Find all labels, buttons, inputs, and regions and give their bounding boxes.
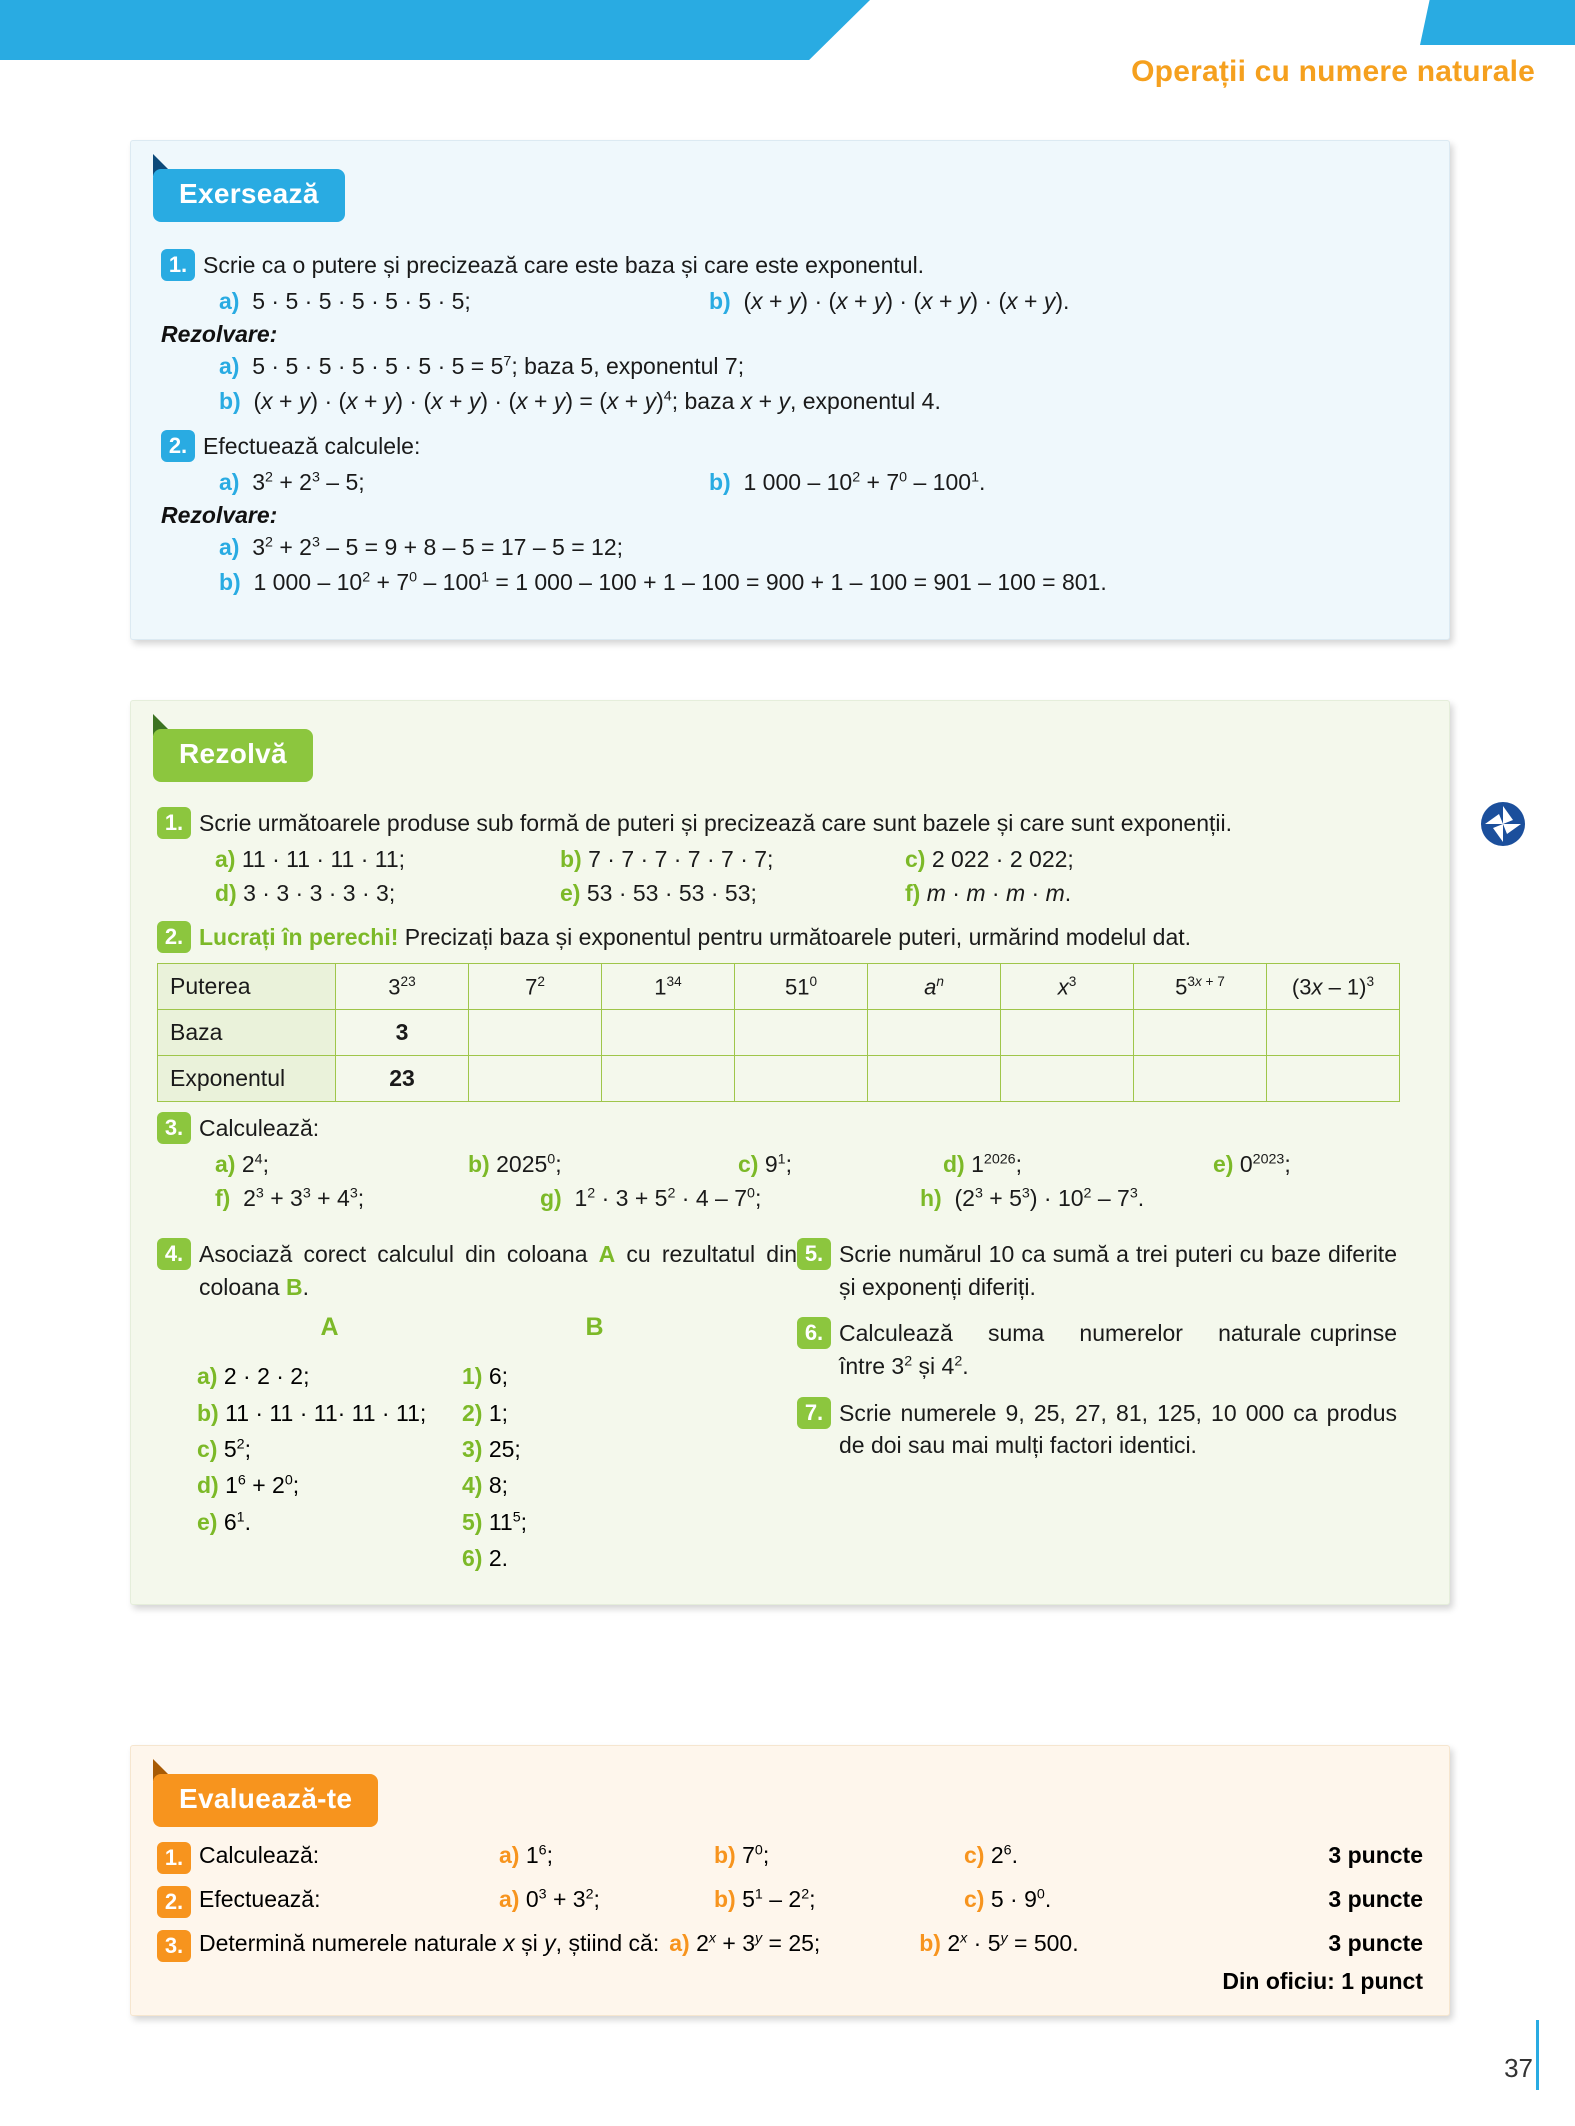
exercise-prompt: Scrie numerele 9, 25, 27, 81, 125, 10 000 ca produs de doi sau mai mulți factori identici. [839,1399,1397,1459]
exercise-number: 1. [161,249,195,281]
table-cell-input[interactable] [1134,1010,1267,1056]
tab-rezolva: Rezolvă [153,729,313,782]
match-text: 1; [488,1399,509,1426]
matching-columns [157,1313,797,1576]
table-cell-input[interactable] [868,1056,1001,1102]
exercise-item [161,249,1419,282]
solution-block [161,530,1419,599]
subitem-text: $2^x + 3^y = 25$; [696,1930,821,1956]
subitem-text: $1^6$; [525,1842,553,1868]
column-b-header: B [585,1313,604,1342]
right-column [797,1238,1397,1576]
exercise-number: 3. [157,1112,191,1144]
exercise-number: 4. [157,1238,191,1270]
table-row [158,1010,1400,1056]
solution-label: b) [219,568,241,595]
match-label[interactable]: 6) [462,1544,483,1571]
solution-text: $5 \cdot 5 \cdot 5 \cdot 5 \cdot 5 \cdot 5 \cdot 5 = 5^7$; baza 5, exponentul 7; [245,353,745,380]
subitem-label: c) [738,1150,759,1177]
solution-label: a) [219,534,240,561]
section-exerseaza [130,140,1450,640]
match-label[interactable]: 2) [462,1399,483,1426]
subitem-label: c) [905,845,926,872]
exercise-prompt [199,921,1423,954]
subitem-label: b) [709,468,731,495]
subitem-label: g) [540,1185,562,1212]
exercise-number: 5. [797,1238,831,1270]
table-cell-input[interactable] [868,1010,1001,1056]
exercise-item [157,807,1423,840]
match-text: $5^2$; [223,1435,251,1462]
subitem-text: 2 022 · 2 022; [931,845,1074,872]
solution-line [219,565,1419,600]
table-cell-input[interactable] [1001,1056,1134,1102]
match-label[interactable]: a) [197,1363,218,1390]
subitem-text: $2^x \cdot 5^y = 500$. [947,1930,1079,1956]
match-label[interactable]: e) [197,1508,218,1535]
match-text: 2 · 2 · 2; [223,1363,310,1390]
match-text: 8; [488,1472,509,1499]
subitem-label: a) [669,1930,690,1956]
column-a [197,1313,462,1576]
subitem-label: b) [714,1842,736,1868]
exercise-subitems [157,1147,1423,1216]
exercise-item [797,1397,1397,1462]
exercise-prompt: Scrie numărul 10 ca sumă a trei puteri cu baze diferite și exponenți diferiți. [839,1240,1397,1300]
subitem-label: f) [215,1185,231,1212]
table-row [158,964,1400,1010]
subitem-label: b) [468,1150,490,1177]
column-b-ref: B [285,1273,303,1300]
subitem-text: 1 $000 - 10^2 + 7^0 - 100^1$. [737,468,986,495]
solution-text: $3^2 + 2^3 - 5 = 9 + 8 - 5 = 17 - 5 = 12$; [245,534,623,561]
row-header: Exponentul [158,1056,336,1102]
points-badge: 3 puncte [1328,1930,1423,1956]
subitem-text: $2^6$. [990,1842,1018,1868]
subitem-label: e) [560,880,581,907]
evaluation-label: Determină numerele naturale x și y, știind că: [199,1930,660,1956]
table-cell-input[interactable]: 3 [336,1010,469,1056]
table-cell: $3^{23}$ [336,964,469,1010]
table-cell-input[interactable] [735,1056,868,1102]
match-text: $6^1$. [223,1508,251,1535]
subitem-text: $9^1$; [764,1150,792,1177]
row-header: Puterea [158,964,336,1010]
solution-block [161,349,1419,418]
aperture-icon [1479,800,1527,848]
match-label[interactable]: 5) [462,1508,483,1535]
subitem-text: 2025$^0$; [496,1150,562,1177]
solution-text: $(x + y) \cdot (x + y) \cdot (x + y) \cdot (x + y) = (x + y)^4$; baza x + y, exponentul 4. [247,387,941,414]
table-cell-input[interactable]: 23 [336,1056,469,1102]
table-cell: $5^{3x + 7}$ [1134,964,1267,1010]
column-a-header: A [320,1313,339,1342]
subitem-label: h) [920,1185,942,1212]
subitem-label: a) [499,1842,520,1868]
match-text: 2. [488,1544,509,1571]
subitem-text: $0^3 + 3^2$; [525,1886,600,1912]
solution-line [219,349,1419,384]
exercise-subitems [161,465,1419,500]
table-cell: (3x – 1)$^3$ [1267,964,1400,1010]
exercise-item [157,921,1423,954]
exercise-number: 6. [797,1317,831,1349]
table-cell-input[interactable] [602,1056,735,1102]
page-number: 37 [1504,2053,1533,2083]
exercise-prompt: Calculează suma numerelor naturale cuprinse între $3^2$ și $4^2$. [839,1320,1397,1379]
table-cell-input[interactable] [1267,1010,1400,1056]
table-cell-input[interactable] [735,1010,868,1056]
subitem-label: c) [964,1842,985,1868]
subitem-label: d) [943,1150,965,1177]
exercise-prompt: Scrie următoarele produse sub formă de puteri și precizează care sunt bazele și care sunt exponenții. [199,810,1232,836]
evaluation-row [157,1886,1423,1918]
subitem-label: a) [219,468,240,495]
subitem-label: e) [1213,1150,1234,1177]
exercise-item [161,430,1419,463]
table-cell-input[interactable] [469,1056,602,1102]
two-column-block [157,1238,1423,1576]
table-row [158,1056,1400,1102]
subitem-text: 3 · 3 · 3 · 3 · 3; [243,880,396,907]
table-cell-input[interactable] [469,1010,602,1056]
evaluation-row [157,1842,1423,1874]
subitem-label: b) [560,845,582,872]
banner-band-left [0,0,870,60]
subitem-text: $7^0$; [742,1842,770,1868]
subitem-text: (x + y) · (x + y) · (x + y) · (x + y). [737,287,1070,314]
banner-band-right [1420,0,1575,45]
exercise-number: 7. [797,1397,831,1429]
tab-evalueaza-te: Evaluează-te [153,1774,378,1827]
table-cell-input[interactable] [1267,1056,1400,1102]
table-cell-input[interactable] [602,1010,735,1056]
table-cell: $51^0$ [735,964,868,1010]
section-evalueaza-te [130,1745,1450,2016]
subitem-label: b) [714,1886,736,1912]
match-text: 25; [488,1435,521,1462]
subitem-label: a) [215,1150,236,1177]
exercise-number: 2. [157,921,191,953]
column-b [462,1313,727,1576]
evaluation-label: Efectuează: [199,1886,321,1912]
exercise-number: 3. [157,1930,191,1962]
subitem-text: $5 \cdot 9^0$. [990,1886,1052,1912]
subitem-text: $2^4$; [241,1150,269,1177]
match-text: 11 · 11 · 11· 11 · 11; [225,1399,427,1426]
exercise-number: 1. [157,1842,191,1874]
subitem-text: $3^2 + 2^3 - 5$; [245,468,365,495]
match-label[interactable]: b) [197,1399,219,1426]
subitem-label: a) [219,287,240,314]
exercise-prompt: Efectuează calculele: [203,433,421,460]
prompt-part: cu rezultatul din coloana [199,1240,798,1300]
table-cell-input[interactable] [1134,1056,1267,1102]
table-cell: $x^3$ [1001,964,1134,1010]
match-text: $11^5$; [488,1508,528,1535]
match-label[interactable]: 1) [462,1363,483,1390]
subitem-text: $0^{2023}$; [1239,1150,1291,1177]
solution-label: b) [219,387,241,414]
rezolva-body [131,701,1449,1604]
exercise-number: 1. [157,807,191,839]
match-label[interactable]: c) [197,1435,218,1462]
chapter-title: Operații cu numere naturale [1131,55,1535,88]
match-label[interactable]: d) [197,1472,219,1499]
exercise-number: 2. [161,430,195,462]
rezolvare-label: Rezolvare: [161,502,278,529]
exercise-item [157,1238,797,1303]
din-oficiu-note: Din oficiu: 1 punct [1222,1968,1423,1994]
section-rezolva [130,700,1450,1605]
subitem-text: $(2^3 + 5^3) \cdot 10^2 - 7^3$. [948,1185,1145,1212]
subitem-text: 7 · 7 · 7 · 7 · 7 · 7; [588,845,774,872]
exercise-item [797,1317,1397,1382]
match-label[interactable]: 3) [462,1435,483,1462]
subitem-label: b) [919,1930,941,1956]
subitem-label: a) [215,845,236,872]
subitem-label: b) [709,287,731,314]
solution-label: a) [219,353,240,380]
table-cell: $a^n$ [868,964,1001,1010]
page-number-rule [1536,2020,1539,2090]
points-badge: 3 puncte [1328,1842,1423,1868]
subitem-label: d) [215,880,237,907]
solution-text: 1 $000 - 10^2 + 7^0 - 100^1 = 1$ 000 – 100 + 1 – 100 = 900 + 1 – 100 = 901 – 100 = 801. [247,568,1107,595]
top-decorative-banner [0,0,1575,60]
subitem-text: 5 · 5 · 5 · 5 · 5 · 5 · 5; [245,287,471,314]
subitem-text: $5^1 - 2^2$; [742,1886,816,1912]
exercise-subitems [157,842,1423,911]
exercise-item [157,1112,1423,1145]
exercise-prompt-text: Precizați baza și exponentul pentru următoarele puteri, urmărind modelul dat. [404,923,1192,950]
subitem-text: m · m · m · m. [926,880,1072,907]
tab-exerseaza: Exersează [153,169,345,222]
exercise-number: 2. [157,1886,191,1918]
column-a-ref: A [598,1240,616,1267]
match-label[interactable]: 4) [462,1472,483,1499]
table-cell: $7^2$ [469,964,602,1010]
row-header: Baza [158,1010,336,1056]
exercise-item [797,1238,1397,1303]
subitem-text: $1^{2026}$; [971,1150,1022,1177]
subitem-text: 53 · 53 · 53 · 53; [586,880,757,907]
subitem-label: a) [499,1886,520,1912]
points-badge: 3 puncte [1328,1886,1423,1912]
evaluation-row [157,1930,1423,1962]
table-cell: $1^{34}$ [602,964,735,1010]
table-cell-input[interactable] [1001,1010,1134,1056]
powers-table [157,963,1400,1102]
exercise-prompt: Scrie ca o putere și precizează care este baza și care este exponentul. [203,252,925,278]
match-text: $1^6 + 2^0$; [225,1472,300,1499]
exercise-subitems [161,284,1419,319]
solution-line [219,384,1419,419]
prompt-part: . [302,1273,309,1300]
subitem-text: $1^2 \cdot 3 + 5^2 \cdot 4 - 7^0$; [568,1185,762,1212]
prompt-part: Asociază corect calculul din coloana [199,1240,599,1267]
subitem-text: $2^3 + 3^3 + 4^3$; [236,1185,365,1212]
subitem-label: c) [964,1886,985,1912]
pair-work-highlight: Lucrați în perechi! [199,923,399,950]
left-column [157,1238,797,1576]
evaluation-label: Calculează: [199,1842,320,1868]
solution-line [219,530,1419,565]
exercise-prompt [199,1238,797,1303]
rezolvare-label: Rezolvare: [161,321,278,348]
subitem-label: f) [905,880,921,907]
exercise-prompt: Calculează: [199,1115,320,1142]
match-text: 6; [488,1363,509,1390]
subitem-text: 11 · 11 · 11 · 11; [241,845,406,872]
